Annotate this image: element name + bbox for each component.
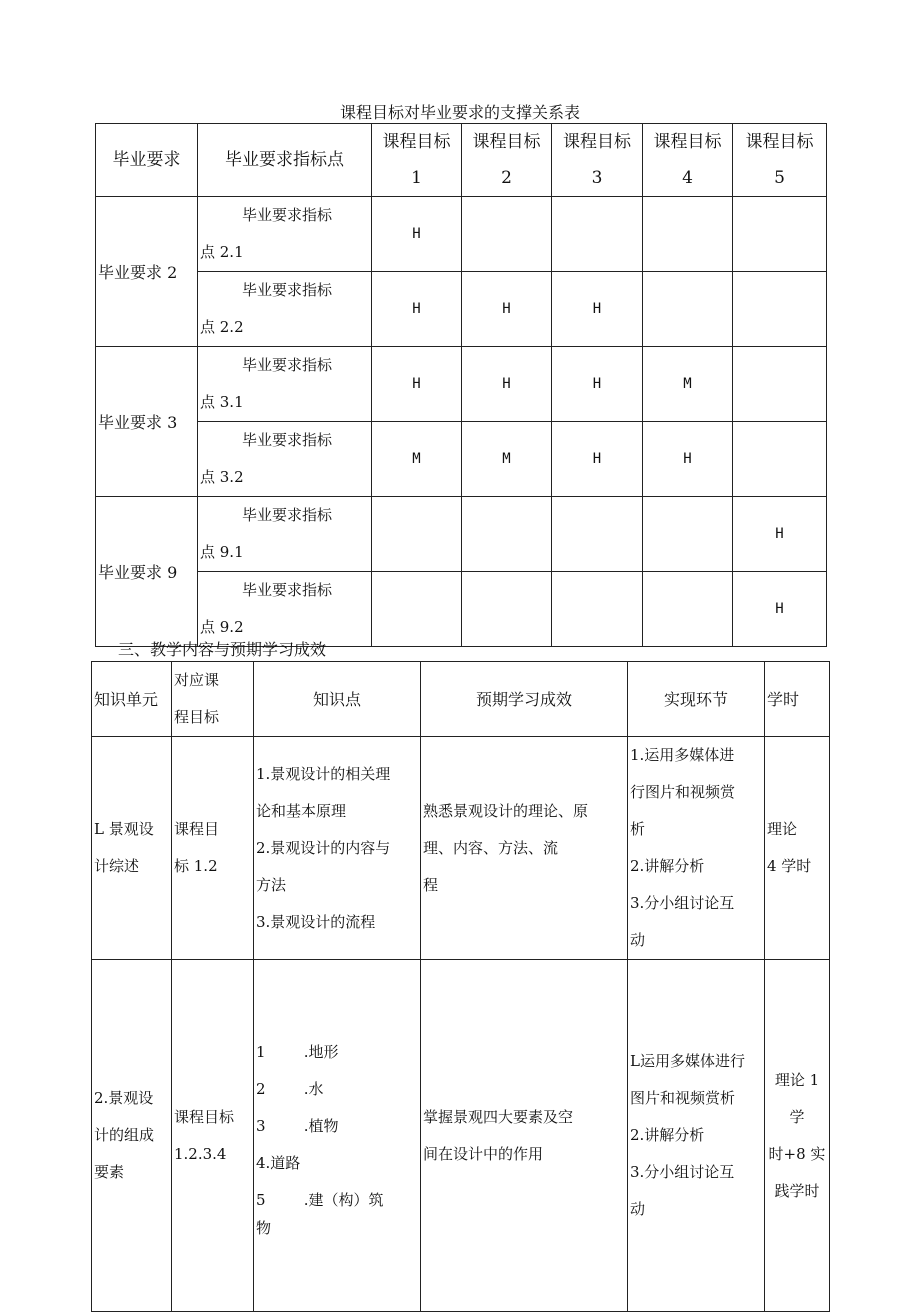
header-goal-4: 课程目标 4 [643, 124, 733, 197]
mark-cell [462, 497, 552, 572]
header-goal-5: 课程目标 5 [733, 124, 827, 197]
table-row [96, 422, 827, 497]
indicator-cell: 毕业要求指标 点 2.2 [198, 272, 372, 347]
mark-cell: H [552, 422, 643, 497]
table-row [96, 272, 827, 347]
hours-cell: 理论 1 学 时+8 实 践学时 [765, 960, 830, 1312]
goal-cell: 课程目标 1.2.3.4 [172, 960, 254, 1312]
header-goal: 对应课 程目标 [172, 662, 254, 737]
mark-cell: H [552, 272, 643, 347]
mark-cell [643, 272, 733, 347]
header-requirement: 毕业要求 [96, 124, 198, 197]
header-goal-3: 课程目标 3 [552, 124, 643, 197]
support-relation-table [95, 123, 827, 647]
unit-cell: L 景观设 计综述 [92, 737, 172, 960]
teaching-content-table [91, 661, 830, 1312]
requirement-cell: 毕业要求 3 [96, 347, 198, 497]
table-row [96, 572, 827, 647]
mark-cell [462, 572, 552, 647]
table-row [96, 347, 827, 422]
mark-cell [643, 497, 733, 572]
mark-cell: H [372, 197, 462, 272]
requirement-cell: 毕业要求 2 [96, 197, 198, 347]
table1-title: 课程目标对毕业要求的支撑关系表 [339, 103, 580, 122]
mark-cell: H [733, 572, 827, 647]
hours-cell: 理论 4 学时 [765, 737, 830, 960]
indicator-cell: 毕业要求指标 点 9.1 [198, 497, 372, 572]
mark-cell [643, 572, 733, 647]
table1-header-row [96, 124, 827, 197]
points-cell: 1 .地形 2 .水 3 .植物 4.道路 5 .建（构）筑 物 [254, 960, 421, 1312]
header-hours: 学时 [765, 662, 830, 737]
mark-cell: H [462, 272, 552, 347]
mark-cell: H [462, 347, 552, 422]
header-outcome: 预期学习成效 [421, 662, 628, 737]
table-row [96, 497, 827, 572]
mark-cell [462, 197, 552, 272]
indicator-cell: 毕业要求指标 点 2.1 [198, 197, 372, 272]
section-title: 三、教学内容与预期学习成效 [118, 640, 327, 659]
mark-cell [552, 197, 643, 272]
mark-cell [552, 572, 643, 647]
mark-cell [733, 347, 827, 422]
method-cell: 1.运用多媒体进 行图片和视频赏 析 2.讲解分析 3.分小组讨论互 动 [628, 737, 765, 960]
indicator-cell: 毕业要求指标 点 3.1 [198, 347, 372, 422]
goal-cell: 课程目 标 1.2 [172, 737, 254, 960]
mark-cell [372, 497, 462, 572]
header-goal-1: 课程目标 1 [372, 124, 462, 197]
mark-cell [643, 197, 733, 272]
outcome-cell: 掌握景观四大要素及空 间在设计中的作用 [421, 960, 628, 1312]
mark-cell: H [733, 497, 827, 572]
unit-cell: 2.景观设 计的组成 要素 [92, 960, 172, 1312]
header-indicator: 毕业要求指标点 [198, 124, 372, 197]
header-unit: 知识单元 [92, 662, 172, 737]
mark-cell: H [372, 347, 462, 422]
header-points: 知识点 [254, 662, 421, 737]
header-goal-2: 课程目标 2 [462, 124, 552, 197]
table2-header-row [92, 662, 830, 737]
mark-cell: H [372, 272, 462, 347]
mark-cell: H [643, 422, 733, 497]
header-method: 实现环节 [628, 662, 765, 737]
outcome-cell: 熟悉景观设计的理论、原 理、内容、方法、流 程 [421, 737, 628, 960]
method-cell: L运用多媒体进行 图片和视频赏析 2.讲解分析 3.分小组讨论互 动 [628, 960, 765, 1312]
table-row [92, 737, 830, 960]
mark-cell: H [552, 347, 643, 422]
mark-cell [733, 272, 827, 347]
table-row [96, 197, 827, 272]
points-cell: 1.景观设计的相关理 论和基本原理 2.景观设计的内容与 方法 3.景观设计的流程 [254, 737, 421, 960]
mark-cell [552, 497, 643, 572]
indicator-cell: 毕业要求指标 点 3.2 [198, 422, 372, 497]
mark-cell: M [462, 422, 552, 497]
mark-cell [733, 197, 827, 272]
table-row [92, 960, 830, 1312]
mark-cell: M [372, 422, 462, 497]
mark-cell [372, 572, 462, 647]
requirement-cell: 毕业要求 9 [96, 497, 198, 647]
mark-cell [733, 422, 827, 497]
mark-cell: M [643, 347, 733, 422]
indicator-cell: 毕业要求指标 点 9.2 [198, 572, 372, 647]
